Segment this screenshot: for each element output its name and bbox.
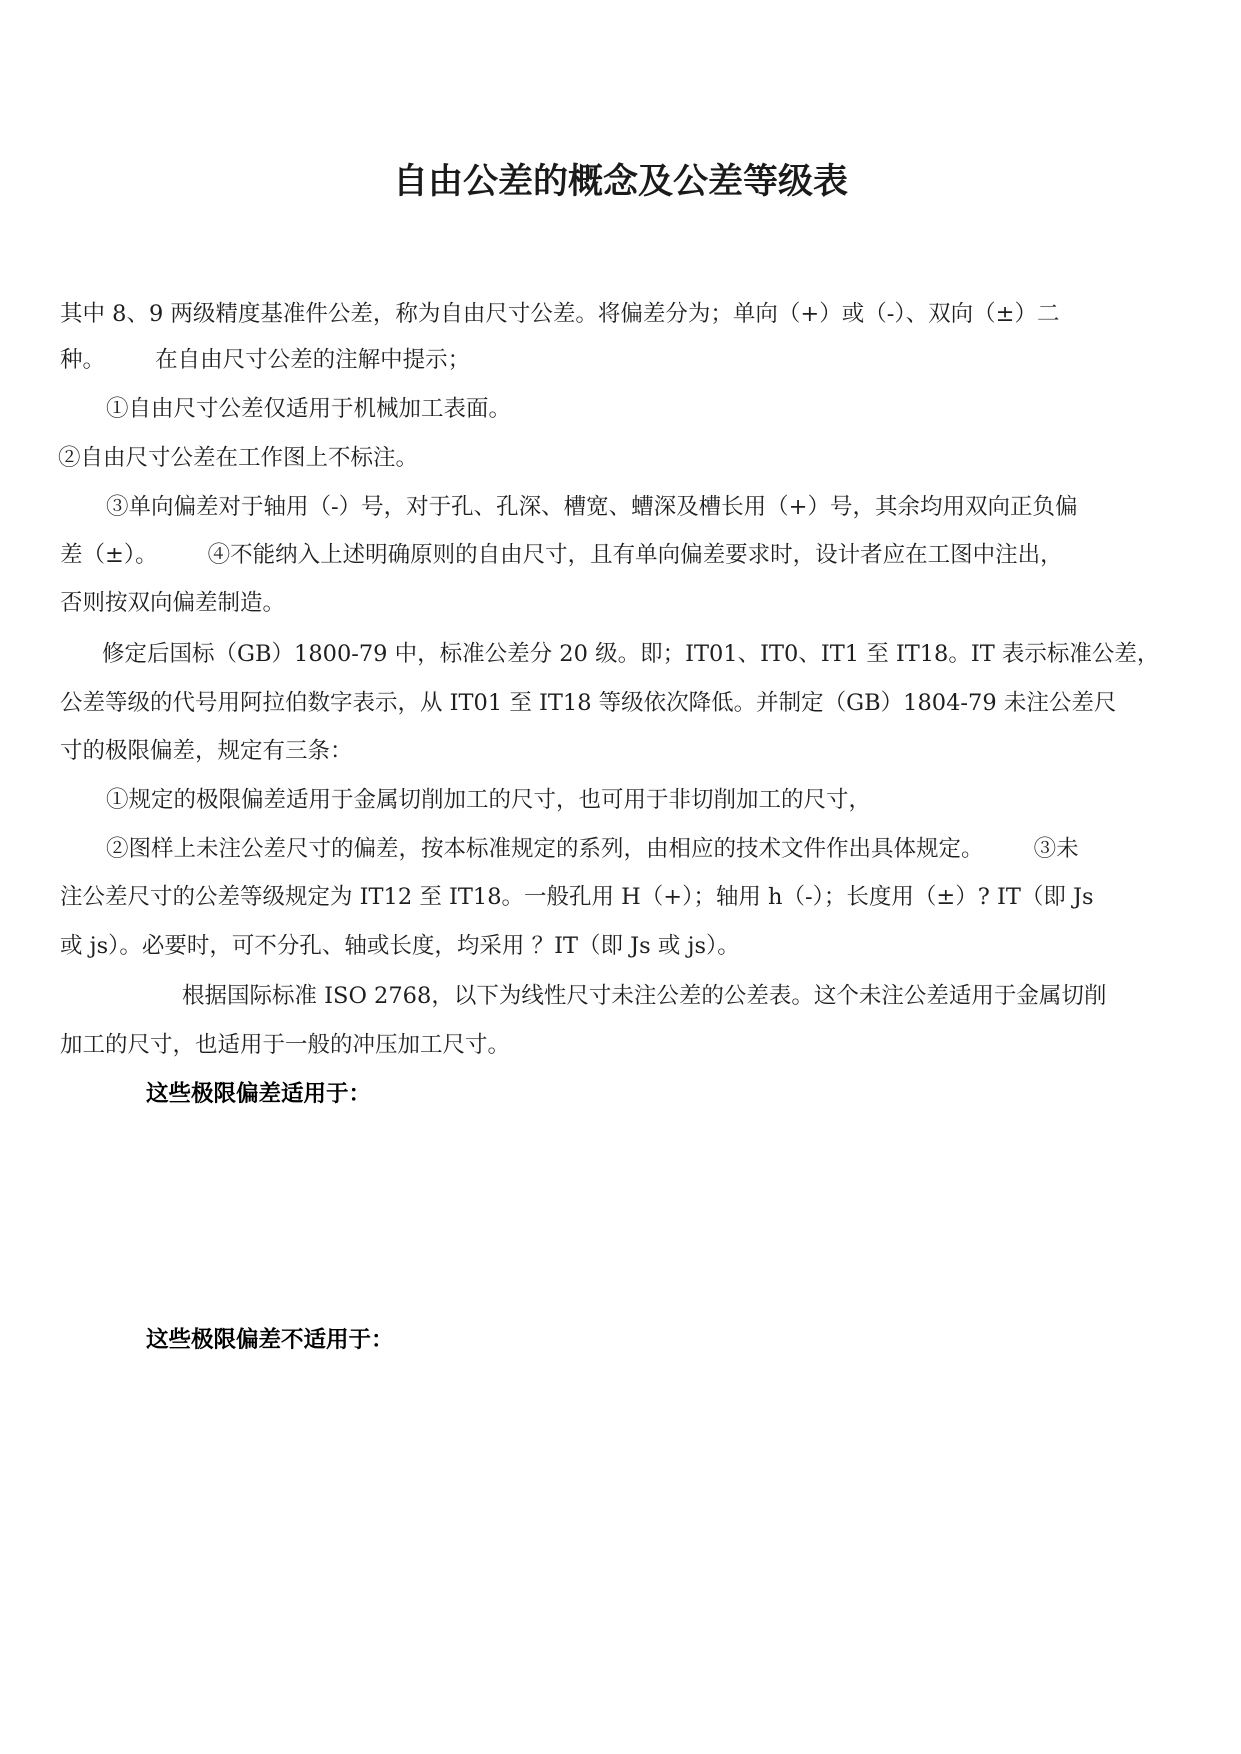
rule-2-line-1: ②图样上未注公差尺寸的偏差，按本标准规定的系列，由相应的技术文件作出具体规定。 ③未 [106,836,1079,862]
iso-line-2: 加工的尺寸，也适用于一般的冲压加工尺寸。 [60,1032,511,1058]
rule-2-line-3: 或 js）。必要时，可不分孔、轴或长度，均采用 ？IT（即 Js 或 js）。 [60,933,740,959]
applies-linear [60,1125,966,1161]
not-applies-item [0,1470,1241,1506]
rule-1: ①规定的极限偏差适用于金属切削加工的尺寸，也可用于非切削加工的尺寸， [106,787,872,813]
iso-line-1: 根据国际标准 ISO 2768，以下为线性尺寸未注公差的公差表。这个未注公差适用于金属切削 [182,983,1107,1009]
intro-line-3: 种。 在自由尺寸公差的注解中提示； [60,347,471,373]
revised-line-3: 寸的极限偏差，规定有三条： [60,738,353,764]
applies-angular [60,1174,730,1210]
page-title: 自由公差的概念及公差等级表 [392,162,848,202]
intro-line-2: 其中 8、9 两级精度基准件公差，称为自由尺寸公差。将偏差分为；单向（+）或（-）、双向（±）二 [60,301,1060,327]
note-3-line-1: ③单向偏差对于轴用（-）号，对于孔、孔深、槽宽、螬深及槽长用（+）号，其余均用双向正负偏 [106,494,1078,520]
applies-assembly [60,1223,426,1259]
intro-line-1 [60,250,299,286]
rule-2-line-2: 注公差尺寸的公差等级规定为 IT12 至 IT18。一般孔用 H（+）；轴用 h（-）；长度用（±）? IT（即 Js [60,884,1094,910]
not-applies-heading: 这些极限偏差不适用于： [146,1327,394,1353]
applies-heading: 这些极限偏差适用于： [146,1081,372,1107]
not-applies-item [0,1372,1241,1408]
note-1: ①自由尺寸公差仅适用于机械加工表面。 [106,396,512,422]
note-3-line-3: 否则按双向偏差制造。 [60,590,286,616]
note-2: ②自由尺寸公差在工作图上不标注。 [58,445,419,471]
note-3-line-2: 差（±）。 ④不能纳入上述明确原则的自由尺寸，且有单向偏差要求时，设计者应在工图中注出， [60,542,1063,568]
revised-line-2: 公差等级的代号用阿拉伯数字表示，从 IT01 至 IT18 等级依次降低。并制定（GB）1804-79 未注公差尺 [60,690,1117,716]
table-caption [0,1518,1241,1554]
revised-line-1: 修定后国标（GB）1800-79 中，标准公差分 20 级。即；IT01、IT0、IT1 至 IT18。IT 表示标准公差， [102,641,1160,667]
not-applies-item [0,1421,1241,1457]
